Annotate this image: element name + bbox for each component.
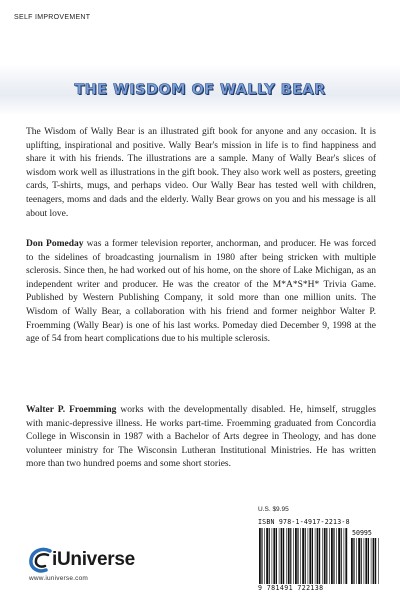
ean-barcode (258, 528, 348, 584)
publisher-name: iUniverse (52, 549, 135, 570)
author-name: Walter P. Froemming (26, 405, 117, 415)
isbn-text: ISBN 978-1-4917-2213-8 (258, 518, 350, 526)
category-label: SELF IMPROVEMENT (14, 14, 91, 21)
isbn-barcode (258, 518, 382, 594)
author-bio-froemming (26, 404, 376, 472)
author-name: Don Pomeday (26, 239, 84, 249)
price-code: 50995 (352, 529, 372, 537)
author-bio-text: was a former television reporter, anchorman, and producer. He was forced to the sidelines of broadcasting journalism in 1980 after being stricken with multiple sclerosis. Since then, he had worked out of his home, on the shore of Lake Michigan, as an independent writer and producer. He was the creator of the M*A*S*H* Trivia Game. Published by Western Publishing Company, it sold more than one million units. The Wisdom of Wally Bear, a collaboration with his friend and former neighbor Walter P. Froemming (Wally Bear) is one of his last works. Pomeday died December 9, 1998 at the age of 54 from heart complications due to his multiple sclerosis. (26, 239, 376, 345)
price-label: U.S. $9.95 (258, 506, 289, 513)
book-title: THE WISDOM OF WALLY BEAR (74, 82, 326, 98)
author-bio-pomeday (26, 238, 376, 347)
publisher-url: www.iuniverse.com (29, 575, 89, 582)
publisher-logo (28, 546, 148, 590)
addon-barcode (350, 538, 380, 584)
barcode-number: 9 781491 722138 (258, 584, 324, 592)
book-description: The Wisdom of Wally Bear is an illustrated gift book for anyone and any occasion. It is uplifting, inspirational and positive. Wally Bear's mission in life is to find happiness and share it with his friends. The illustrations are a sample. Many of Wally Bear's slices of wisdom work well as illustrations in the gift book. They also work well as posters, greeting cards, T-shirts, mugs, and perhaps video. Our Wally Bear has tested well with children, teenagers, moms and dads and the elderly. Wally Bear grows on you and his message is all about love. (26, 127, 376, 219)
author-bio-text: works with the developmentally disabled. He, himself, struggles with manic-depressive illness. He works part-time. Froemming graduated from Concordia College in Wisconsin in 1987 with a Bachelor of Arts degree in Theology, and has done volunteer ministry for The Wisconsin Lutheran Institutional Ministries. He has written more than two hundred poems and some short stories. (26, 405, 376, 470)
